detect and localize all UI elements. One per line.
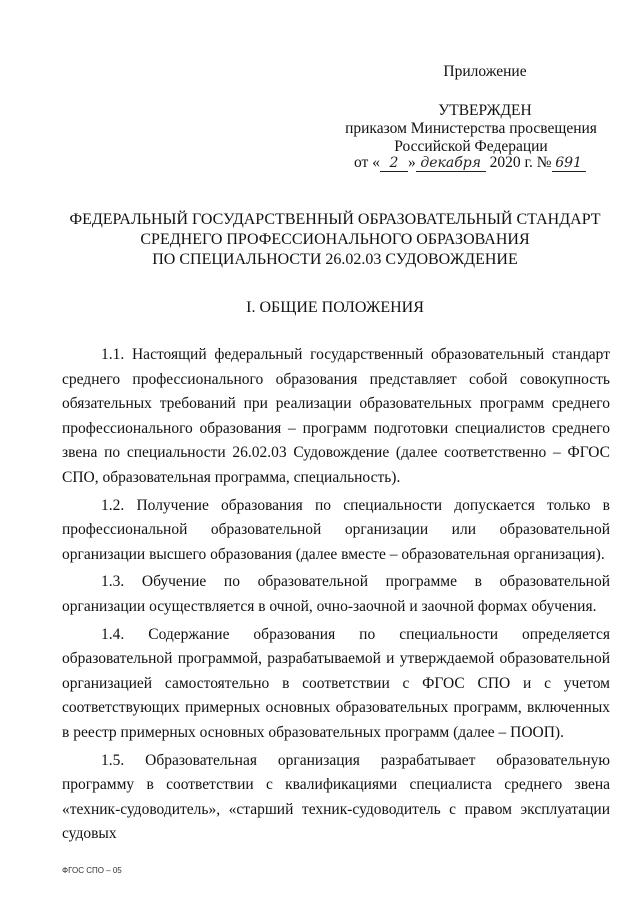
order-number-handwritten: 691 xyxy=(552,155,586,172)
approved-by-order: приказом Министерства просвещения xyxy=(345,120,597,137)
section-heading: I. ОБЩИЕ ПОЛОЖЕНИЯ xyxy=(246,299,424,316)
paragraph-1-1: 1.1. Настоящий федеральный государственный образовательный стандарт среднего профессионального образования представляет собой совокупность обязательных требований при реализации образовательных программ среднего профессионального образования – программ подготовки специалистов среднего звена по специальности 26.02.03 Судовождение (далее соответственно – ФГОС СПО, образовательная программа, специальность). xyxy=(62,346,610,486)
footer-code: ФГОС СПО – 05 xyxy=(62,866,122,875)
date-year-number-label: 2020 г. № xyxy=(489,154,552,171)
paragraph-1-4: 1.4. Содержание образования по специальности определяется образовательной программой, разрабатываемой и утверждаемой образовательной организацией самостоятельно в соответствии с ФГОС СПО и с учетом соответствующих примерных основных образовательных программ, включенных в реестр примерных основных образовательных программ (далее – ПООП). xyxy=(62,625,610,741)
paragraph-1-3: 1.3. Обучение по образовательной программе в образовательной организации осуществляется в очной, очно-заочной и заочной формах обучения. xyxy=(62,573,610,615)
standard-title-line-1: ФЕДЕРАЛЬНЫЙ ГОСУДАРСТВЕННЫЙ ОБРАЗОВАТЕЛЬНЫЙ СТАНДАРТ xyxy=(69,211,601,228)
approval-date-line xyxy=(354,153,594,172)
paragraph-1-5: 1.5. Образовательная организация разрабатывает образовательную программу в соответствии с квалификациями специалиста среднего звена «техник-судоводитель», «старший техник-судоводитель с правом эксплуатации судовых xyxy=(62,751,610,843)
standard-title-line-3: ПО СПЕЦИАЛЬНОСТИ 26.02.03 СУДОВОЖДЕНИЕ xyxy=(152,251,518,268)
standard-title xyxy=(40,210,630,270)
date-day-handwritten: 2 xyxy=(380,155,408,172)
ministry-country: Российской Федерации xyxy=(394,138,548,155)
appendix-label: Приложение xyxy=(443,63,527,80)
standard-title-line-2: СРЕДНЕГО ПРОФЕССИОНАЛЬНОГО ОБРАЗОВАНИЯ xyxy=(140,231,530,248)
document-body xyxy=(62,343,610,847)
approved-title: УТВЕРЖДЕН xyxy=(438,102,532,119)
date-prefix: от « xyxy=(354,154,380,171)
date-month-handwritten: декабря xyxy=(416,155,486,172)
date-mid: » xyxy=(407,154,416,171)
paragraph-1-2: 1.2. Получение образования по специальности допускается только в профессиональной образовательной организации или образовательной организации высшего образования (далее вместе – образовательная организация). xyxy=(62,496,610,563)
